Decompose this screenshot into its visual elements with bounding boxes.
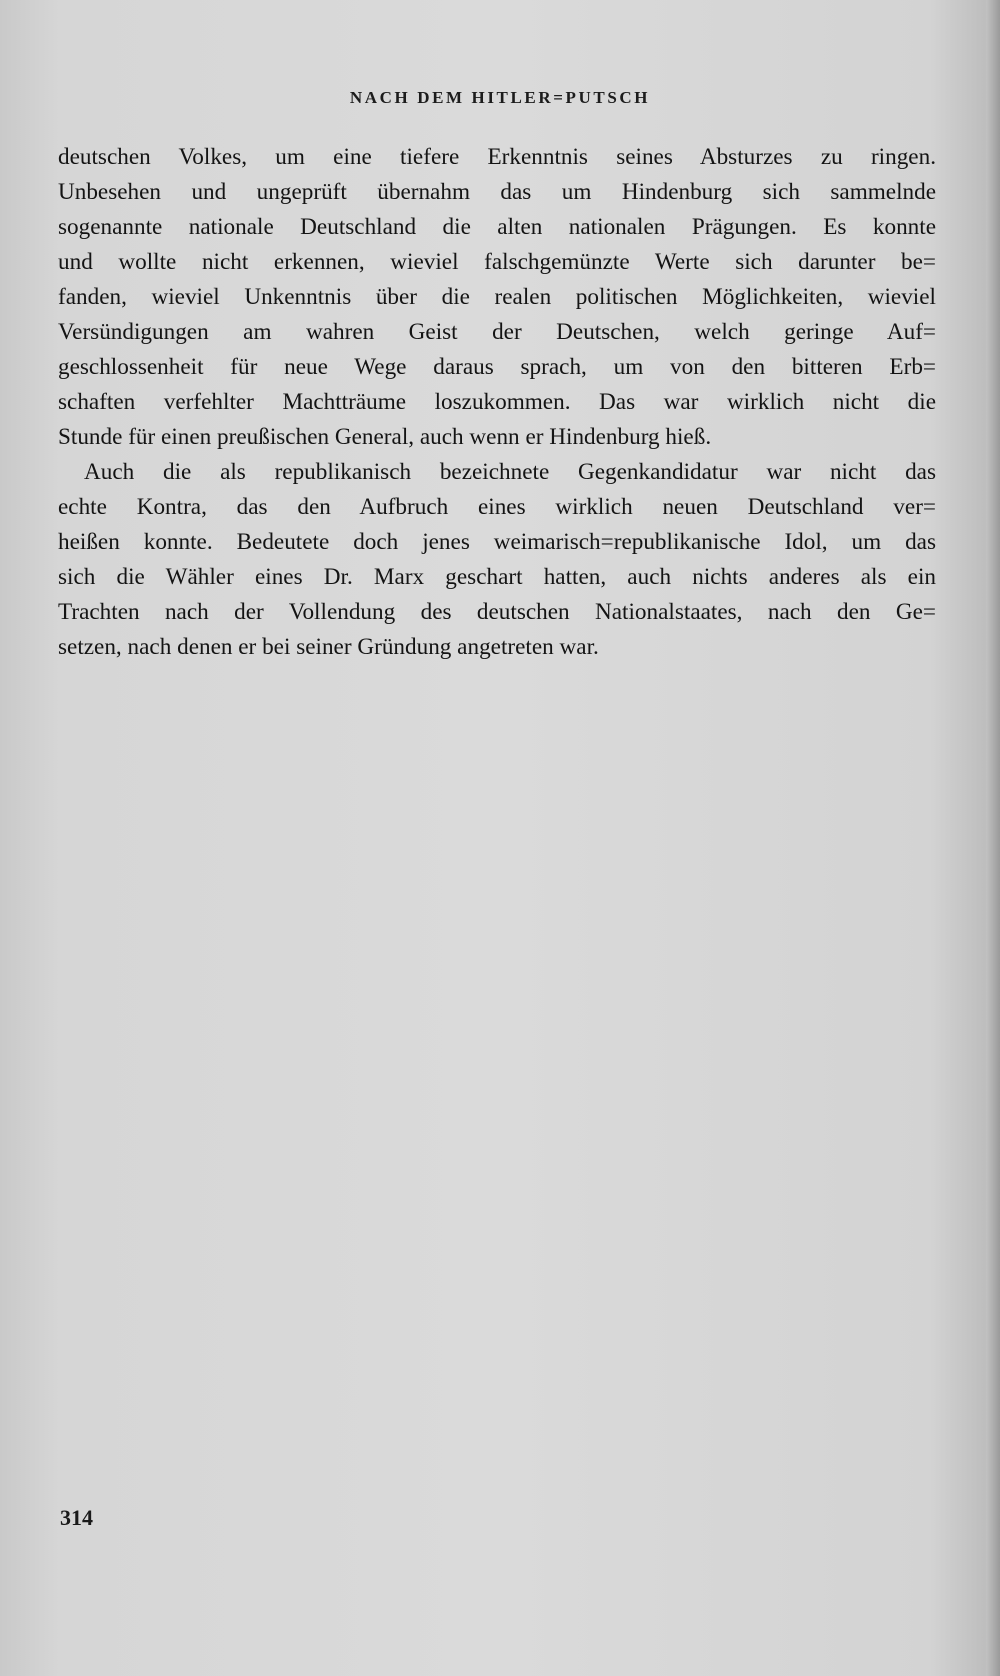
text-line: sogenannte nationale Deutschland die alten nationalen Prägungen. Es konnte <box>58 214 936 240</box>
text-line: schaften verfehlter Machtträume loszukommen. Das war wirklich nicht die <box>58 389 936 415</box>
text-line: Auch die als republikanisch bezeichnete Gegenkandidatur war nicht das <box>84 459 936 485</box>
paragraph-2 <box>58 455 936 665</box>
text-line: geschlossenheit für neue Wege daraus sprach, um von den bitteren Erb= <box>58 354 936 380</box>
text-line: Unbesehen und ungeprüft übernahm das um Hindenburg sich sammelnde <box>58 179 936 205</box>
text-line: heißen konnte. Bedeutete doch jenes weimarisch=republikanische Idol, um das <box>58 529 936 555</box>
text-line: und wollte nicht erkennen, wieviel falschgemünzte Werte sich darunter be= <box>58 249 936 275</box>
paragraph-1 <box>58 140 936 455</box>
page-number: 314 <box>60 1505 93 1530</box>
text-line: echte Kontra, das den Aufbruch eines wirklich neuen Deutschland ver= <box>58 494 936 520</box>
running-head: NACH DEM HITLER=PUTSCH <box>349 88 651 107</box>
text-line: Stunde für einen preußischen General, auch wenn er Hindenburg hieß. <box>58 424 712 450</box>
page-edge-shadow <box>986 0 1000 1676</box>
text-line: Versündigungen am wahren Geist der Deutschen, welch geringe Auf= <box>58 319 936 345</box>
text-line: setzen, nach denen er bei seiner Gründung angetreten war. <box>58 634 599 660</box>
text-line: sich die Wähler eines Dr. Marx geschart hatten, auch nichts anderes als ein <box>58 564 936 590</box>
text-line: fanden, wieviel Unkenntnis über die realen politischen Möglichkeiten, wieviel <box>58 284 936 310</box>
text-line: Trachten nach der Vollendung des deutschen Nationalstaates, nach den Ge= <box>58 599 936 625</box>
text-line: deutschen Volkes, um eine tiefere Erkenntnis seines Absturzes zu ringen. <box>58 144 936 170</box>
